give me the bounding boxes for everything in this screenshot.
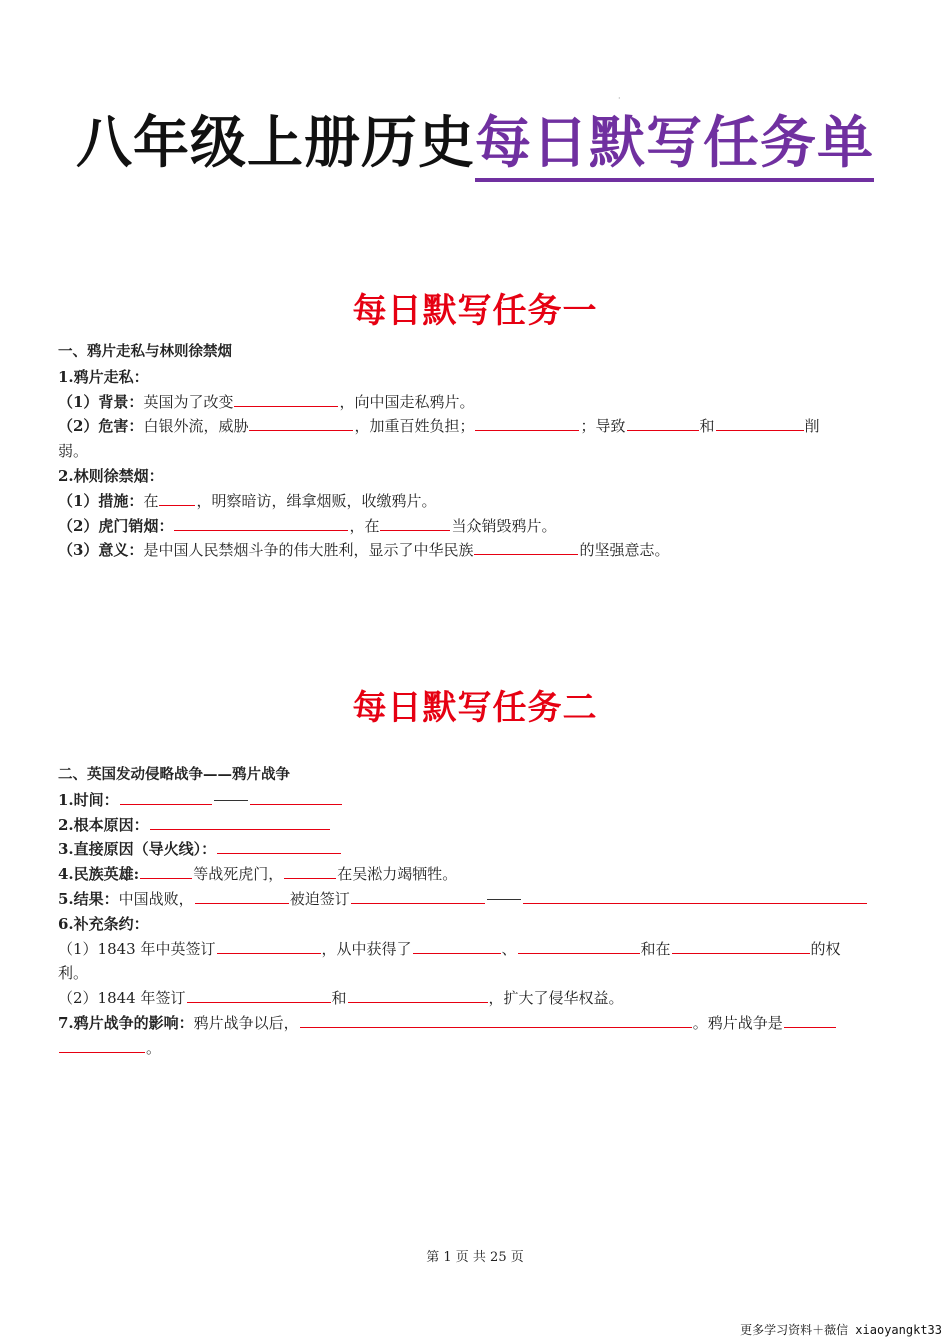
text: 。鸦片战争是 — [692, 1013, 783, 1032]
text: 的坚强意志。 — [579, 541, 670, 560]
label: （3）意义： — [58, 541, 144, 560]
fill-blank[interactable] — [413, 938, 501, 954]
text: 和 — [699, 417, 715, 436]
fill-blank[interactable] — [59, 1037, 145, 1053]
task1-q2b — [58, 514, 894, 539]
fill-blank[interactable] — [300, 1012, 692, 1028]
task1-q2a — [58, 489, 894, 514]
task2-q6-title: 6.补充条约： — [58, 914, 149, 933]
fill-blank[interactable] — [627, 415, 699, 431]
fill-blank[interactable] — [716, 415, 804, 431]
task2-q1 — [58, 788, 894, 813]
text: ，扩大了侵华权益。 — [488, 989, 624, 1008]
fill-blank[interactable] — [672, 938, 810, 954]
text: 在 — [143, 491, 159, 510]
task2-q6a-cont: 利。 — [58, 964, 89, 983]
task1-q1b — [58, 414, 894, 439]
fill-blank[interactable] — [140, 863, 192, 879]
fill-blank[interactable] — [234, 391, 338, 407]
fill-blank[interactable] — [249, 415, 353, 431]
text: ，加重百姓负担； — [354, 417, 475, 436]
text: 中国战败， — [118, 889, 194, 908]
text: （1）1843 年中英签订 — [58, 939, 216, 958]
fill-blank[interactable] — [217, 838, 341, 854]
stray-dot: · — [618, 94, 621, 103]
task2-q7 — [58, 1011, 894, 1036]
text: （2）1844 年签订 — [58, 989, 186, 1008]
task2-q6b — [58, 986, 894, 1011]
text: 被迫签订 — [289, 889, 350, 908]
label: 1.时间： — [58, 790, 119, 809]
fill-blank[interactable] — [159, 490, 195, 506]
task2-q4 — [58, 862, 894, 887]
task1-heading: 每日默写任务一 — [352, 291, 598, 331]
text: ，在 — [349, 516, 380, 535]
label: （1）措施： — [58, 491, 144, 510]
task2-q2 — [58, 813, 894, 838]
fill-blank[interactable] — [474, 539, 578, 555]
fill-blank[interactable] — [150, 814, 330, 830]
fill-blank[interactable] — [523, 888, 867, 904]
label: （1）背景： — [58, 392, 144, 411]
label: 2.根本原因： — [58, 815, 149, 834]
fill-blank[interactable] — [784, 1012, 836, 1028]
fill-blank[interactable] — [348, 987, 488, 1003]
text: ，从中获得了 — [321, 939, 412, 958]
task2-q3 — [58, 837, 894, 862]
fill-blank[interactable] — [380, 515, 450, 531]
fill-blank[interactable] — [250, 789, 342, 805]
task1-q1b-cont: 弱。 — [58, 442, 89, 461]
fill-blank[interactable] — [518, 938, 640, 954]
text: 鸦片战争以后， — [193, 1013, 299, 1032]
text: 。 — [146, 1038, 162, 1057]
task2-section-title: 二、英国发动侵略战争——鸦片战争 — [58, 767, 290, 783]
fill-blank[interactable] — [475, 415, 579, 431]
task2-heading: 每日默写任务二 — [352, 688, 598, 728]
task1-q2c — [58, 538, 894, 563]
page-footer: 第 1 页 共 25 页 — [426, 1250, 524, 1265]
task1-section-title: 一、鸦片走私与林则徐禁烟 — [58, 344, 232, 360]
task1-q1a — [58, 390, 894, 415]
text: 当众销毁鸦片。 — [451, 516, 557, 535]
text: 等战死虎门， — [193, 865, 284, 884]
task2-q5 — [58, 887, 894, 912]
task1-body — [58, 340, 894, 563]
title-black-part: 八年级上册历史 — [76, 111, 475, 176]
text: 和在 — [640, 939, 671, 958]
task2-body — [58, 763, 894, 1061]
text: 、 — [501, 939, 517, 958]
text: 白银外流，威胁 — [143, 417, 249, 436]
fill-blank[interactable] — [120, 789, 212, 805]
page-title — [0, 108, 950, 180]
label: （2）虎门销烟： — [58, 516, 174, 535]
text: ，明察暗访，缉拿烟贩，收缴鸦片。 — [196, 491, 437, 510]
text: 是中国人民禁烟斗争的伟大胜利，显示了中华民族 — [143, 541, 474, 560]
text: 的权 — [810, 939, 841, 958]
task1-q1-title: 1.鸦片走私： — [58, 367, 149, 386]
fill-blank[interactable] — [195, 888, 289, 904]
text: 在吴淞力竭牺牲。 — [337, 865, 458, 884]
task2-q7-cont — [58, 1036, 894, 1061]
task2-q6a — [58, 937, 894, 962]
label: 7.鸦片战争的影响： — [58, 1013, 194, 1032]
text: 英国为了改变 — [143, 392, 234, 411]
label: 3.直接原因（导火线）： — [58, 840, 217, 859]
corner-note: 更多学习资料＋薇信 xiaoyangkt33 — [740, 1323, 942, 1337]
fill-blank[interactable] — [174, 515, 348, 531]
fill-blank[interactable] — [284, 863, 336, 879]
text: 削 — [804, 417, 820, 436]
label: 5.结果： — [58, 889, 119, 908]
task1-q2-title: 2.林则徐禁烟： — [58, 466, 164, 485]
text: ；导致 — [580, 417, 626, 436]
dash-separator — [487, 899, 521, 900]
text: 和 — [331, 989, 347, 1008]
title-purple-part: 每日默写任务单 — [475, 111, 874, 182]
fill-blank[interactable] — [217, 938, 321, 954]
label: 4.民族英雄: — [58, 865, 140, 884]
fill-blank[interactable] — [351, 888, 485, 904]
dash-separator — [214, 800, 248, 801]
fill-blank[interactable] — [187, 987, 331, 1003]
text: ，向中国走私鸦片。 — [339, 392, 475, 411]
label: （2）危害： — [58, 417, 144, 436]
